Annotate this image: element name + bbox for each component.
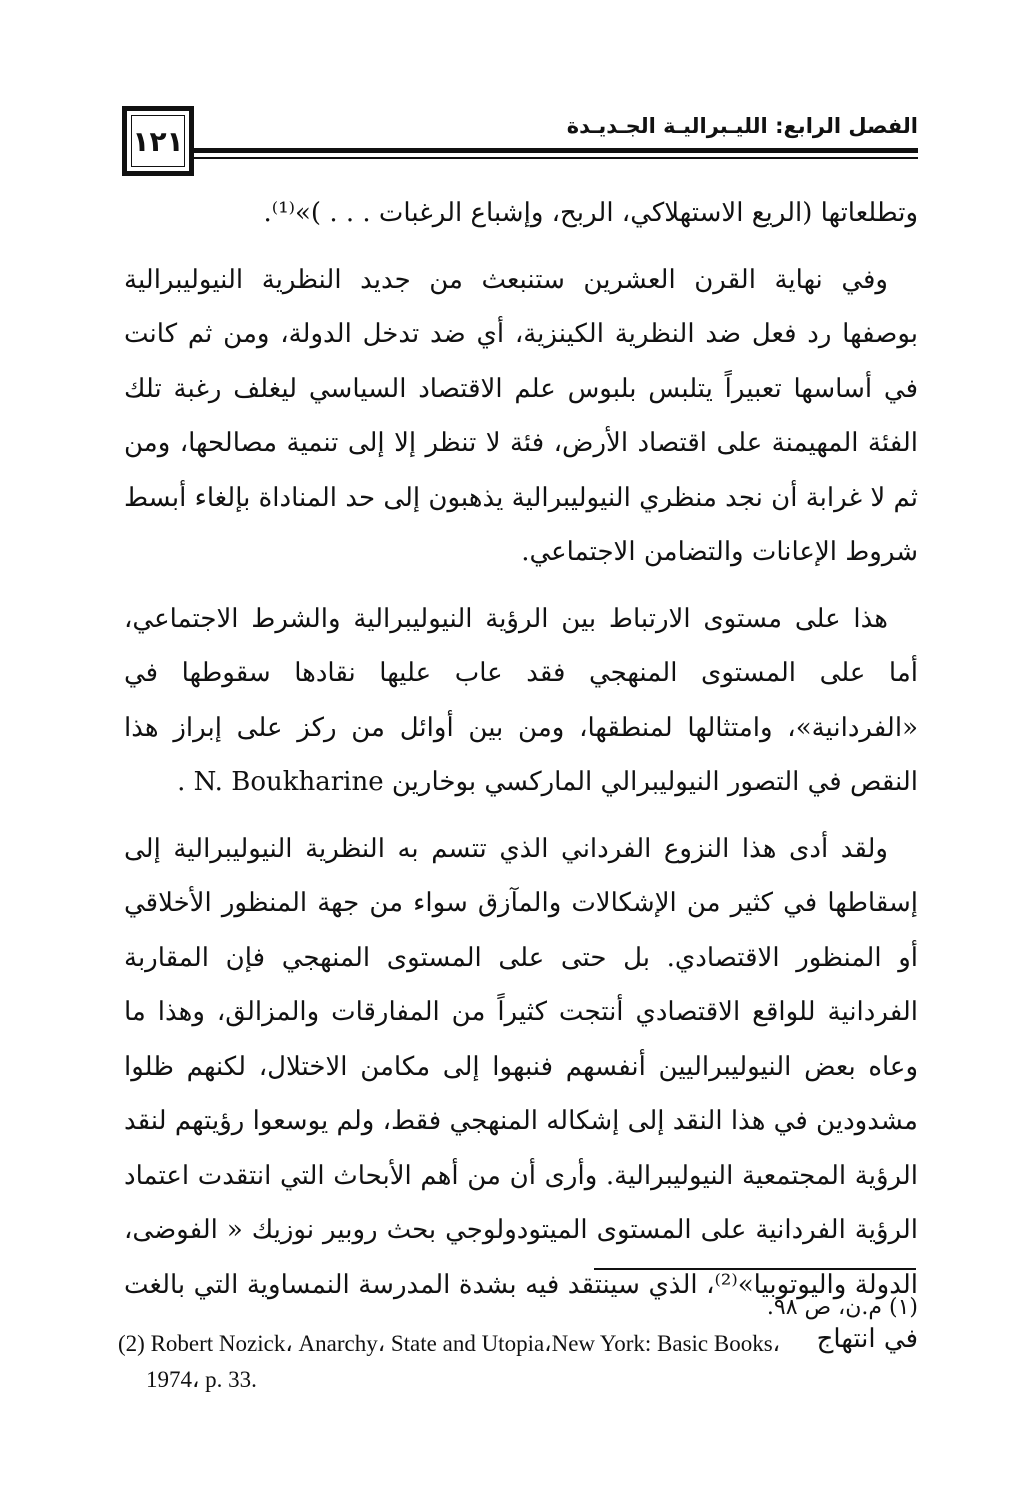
page-number: ١٢١	[132, 124, 184, 158]
latin-name: N. Boukharine	[193, 767, 384, 797]
paragraph-3	[124, 592, 918, 810]
paragraph-2: وفي نهاية القرن العشرين ستنبعث من جديد النظرية النيوليبرالية بوصفها رد فعل ضد النظرية الكينزية، أي ضد تدخل الدولة، ومن ثم كانت في أساسها تعبيراً يتلبس بلبوس علم الاقتصاد السياسي ليغلف رغبة تلك الفئة المهيمنة على اقتصاد الأرض، فئة لا تنظر إلا إلى تنمية مصالحها، ومن ثم لا غرابة أن نجد منظري النيوليبرالية يذهبون إلى حد المناداة بإلغاء أبسط شروط الإعانات والتضامن الاجتماعي.	[124, 264, 918, 567]
chapter-title: الفصل الرابع: الليـبراليـة الجـديـدة	[566, 114, 918, 138]
paragraph-1: وتطلعاتها (الريع الاستهلاكي، الربح، وإشباع الرغبات . . . )»⁽¹⁾.	[263, 198, 918, 228]
footnotes	[118, 1290, 918, 1398]
page-header	[122, 104, 918, 180]
footnote-2-line-1: (2) Robert Nozick، Anarchy، State and Utopia،New York: Basic Books،	[118, 1331, 781, 1356]
footnote-1: (١) م.ن، ص ٩٨.	[766, 1295, 918, 1320]
page-number-box	[122, 106, 194, 176]
paragraph-3-text: هذا على مستوى الارتباط بين الرؤية النيوليبرالية والشرط الاجتماعي، أما على المستوى المنهجي فقد عاب عليها نقادها سقوطها في «الفردانية»، وامتثالها لمنطقها، ومن بين أوائل من ركز على إبراز هذا النقص في التصور النيوليبرالي الماركسي بوخارين	[124, 603, 918, 797]
latin-suffix: .	[177, 767, 194, 797]
body-text	[124, 186, 918, 1379]
footnote-2-line-2: 1974، p. 33.	[146, 1367, 257, 1392]
header-rule-thin	[192, 157, 918, 159]
header-rule-thick	[192, 148, 918, 153]
footnote-rule	[594, 1268, 916, 1270]
paragraph-4: ولقد أدى هذا النزوع الفرداني الذي تتسم به النظرية النيوليبرالية إلى إسقاطها في كثير من الإشكالات والمآزق سواء من جهة المنظور الأخلاقي أو المنظور الاقتصادي. بل حتى على المستوى المنهجي فإن المقاربة الفردانية للواقع الاقتصادي أنتجت كثيراً من المفارقات والمزالق، وهذا ما وعاه بعض النيوليبراليين أنفسهم فنبهوا إلى مكامن الاختلال، لكنهم ظلوا مشدودين في هذا النقد إلى إشكاله المنهجي فقط، ولم يوسعوا رؤيتهم لنقد الرؤية المجتمعية النيوليبرالية. وأرى أن من أهم الأبحاث التي انتقدت اعتماد الرؤية الفردانية على المستوى الميتودولوجي بحث روبير نوزيك « الفوضى، الدولة واليوتوبيا»⁽²⁾، الذي سينتقد فيه بشدة المدرسة النمساوية التي بالغت في انتهاج	[124, 833, 918, 1354]
footnote-2	[118, 1326, 918, 1398]
